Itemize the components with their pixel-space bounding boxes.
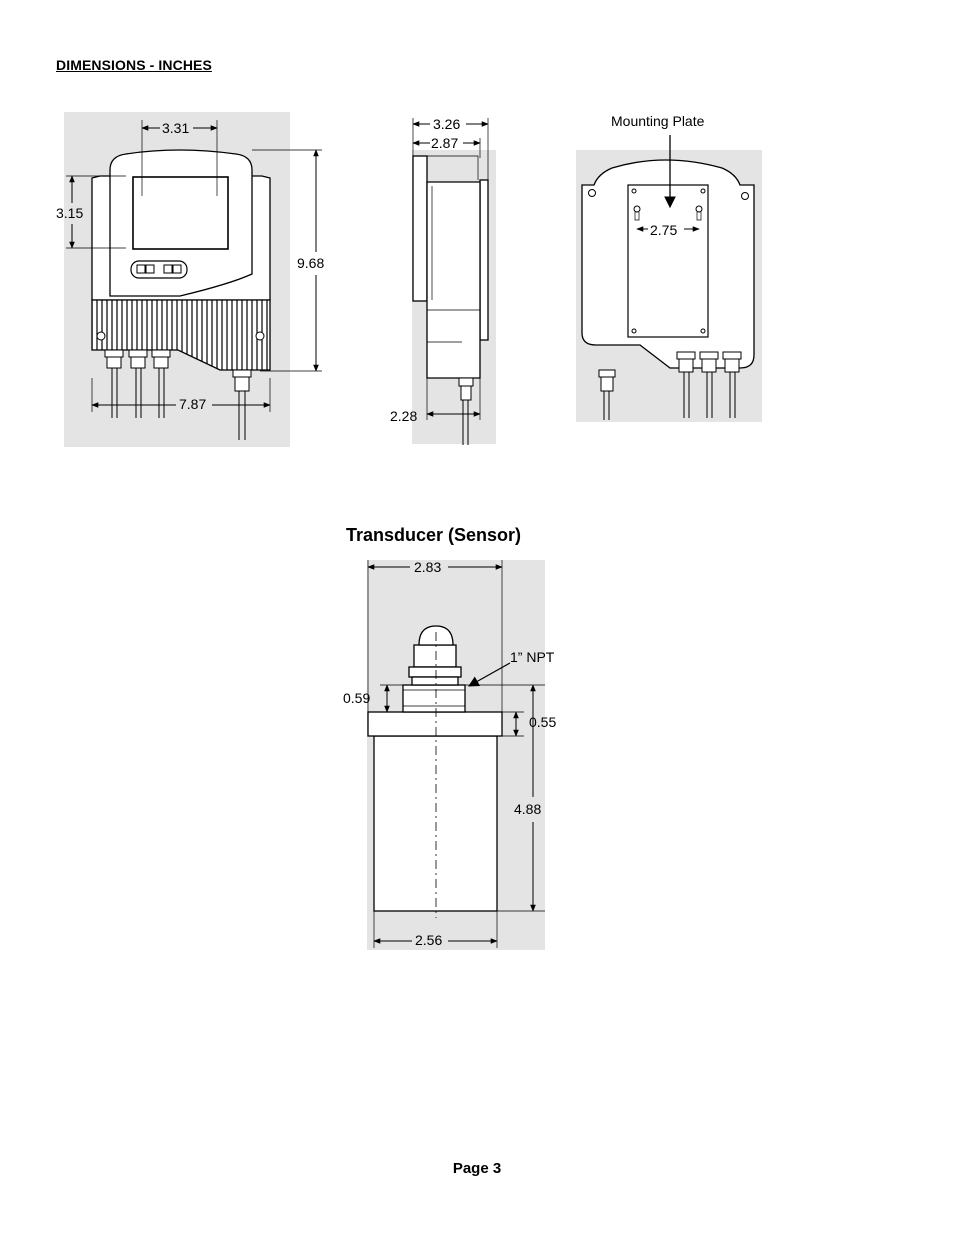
front-width-top-label: 3.31 bbox=[162, 120, 190, 136]
side-inner-depth-label: 2.87 bbox=[431, 135, 459, 151]
transducer-title: Transducer (Sensor) bbox=[346, 525, 522, 545]
transducer-thread-height-label: 0.59 bbox=[343, 690, 371, 706]
transducer-flange-height-label: 0.55 bbox=[529, 714, 557, 730]
transducer-body-width-label: 2.56 bbox=[415, 932, 443, 948]
mounting-plate-label: Mounting Plate bbox=[611, 113, 705, 129]
back-view bbox=[576, 113, 762, 422]
front-display-height-label: 3.15 bbox=[56, 205, 84, 221]
transducer-thread-label: 1” NPT bbox=[510, 649, 555, 665]
transducer-body-height-label: 4.88 bbox=[514, 801, 542, 817]
front-total-width-label: 7.87 bbox=[179, 396, 207, 412]
front-view bbox=[56, 112, 324, 447]
side-view bbox=[390, 116, 496, 445]
transducer-flange-width-label: 2.83 bbox=[414, 559, 442, 575]
page-heading: DIMENSIONS - INCHES bbox=[56, 57, 212, 73]
side-outer-depth-label: 3.26 bbox=[433, 116, 461, 132]
back-hole-spacing-label: 2.75 bbox=[650, 222, 678, 238]
side-bottom-depth-label: 2.28 bbox=[390, 408, 418, 424]
front-total-height-label: 9.68 bbox=[297, 255, 325, 271]
page-number: Page 3 bbox=[452, 1160, 502, 1177]
transducer-view bbox=[343, 559, 556, 950]
